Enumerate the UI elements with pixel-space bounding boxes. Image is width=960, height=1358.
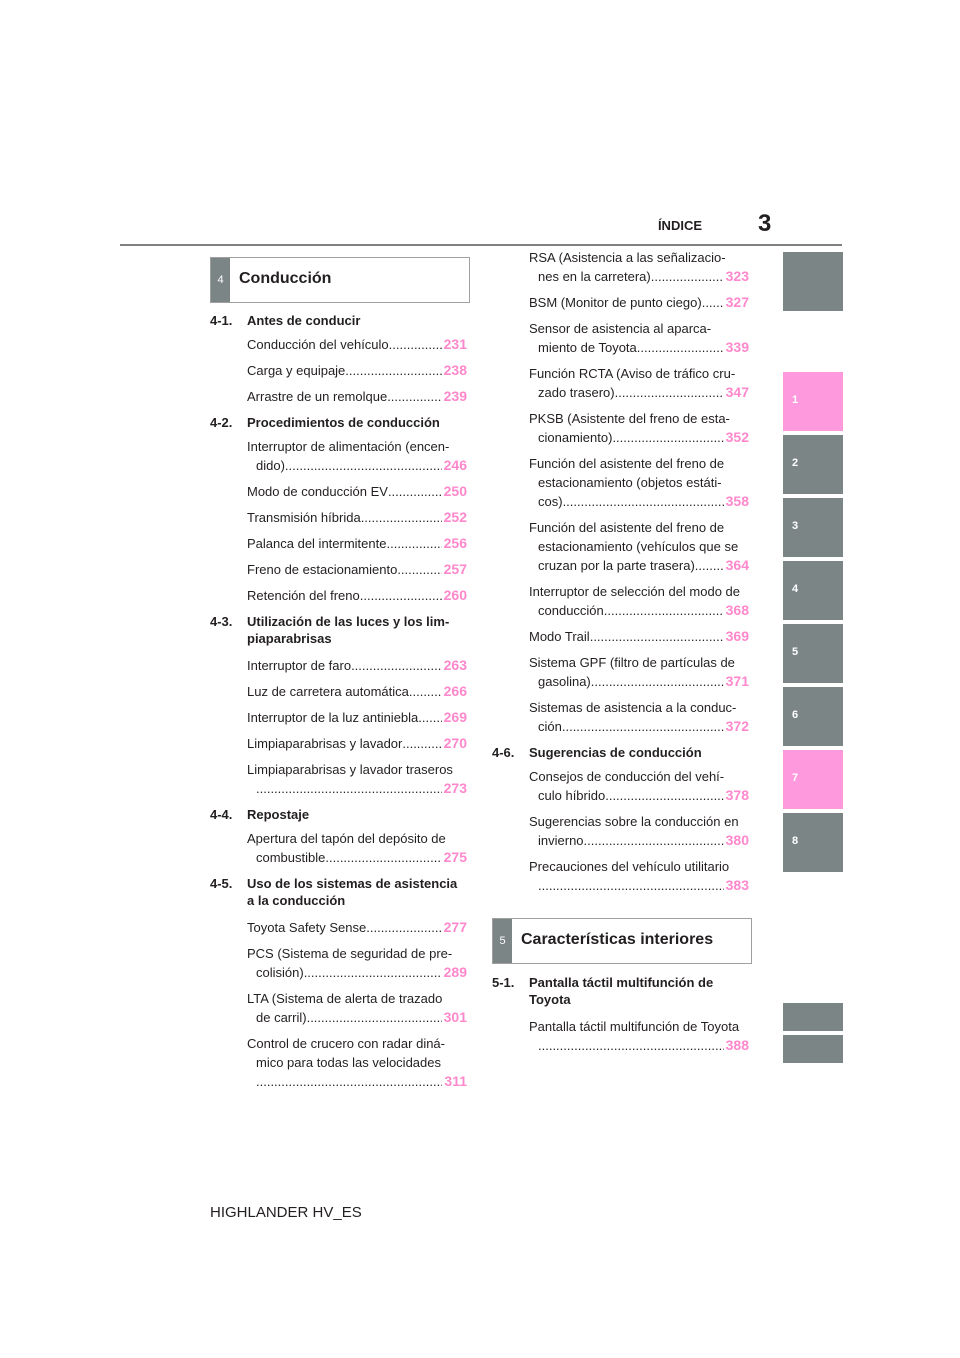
thumb-tab-label: 5 bbox=[792, 646, 799, 658]
page-link[interactable]: 388 bbox=[725, 1037, 749, 1053]
toc-entry[interactable]: Arrastre de un remolque ..... 239 bbox=[210, 387, 467, 406]
thumb-tab-extra-1[interactable] bbox=[783, 1003, 843, 1031]
thumb-tab-label: 7 bbox=[792, 772, 799, 784]
toc-entry[interactable]: PCS (Sistema de seguridad de pre- colisión) ..... 289 bbox=[210, 944, 467, 982]
page-link[interactable]: 263 bbox=[443, 657, 467, 673]
thumb-tab-4[interactable] bbox=[783, 561, 843, 620]
toc-entry[interactable]: Función del asistente del freno de estacionamiento (objetos estáti- cos) ..... 358 bbox=[492, 454, 749, 511]
page-number: 3 bbox=[758, 210, 772, 237]
toc-entry[interactable]: Interruptor de selección del modo de conducción ..... 368 bbox=[492, 582, 749, 620]
thumb-tab-7[interactable] bbox=[783, 750, 843, 809]
toc-entry[interactable]: Pantalla táctil multifunción de Toyota ..... 388 bbox=[492, 1017, 749, 1055]
toc-entry[interactable]: Sistemas de asistencia a la conduc- ción ..... 372 bbox=[492, 698, 749, 736]
page-link[interactable]: 270 bbox=[443, 735, 467, 751]
toc-entry[interactable]: Luz de carretera automática ..... 266 bbox=[210, 682, 467, 701]
page-link[interactable]: 275 bbox=[443, 849, 467, 865]
header-rule bbox=[120, 244, 842, 246]
toc-column-right-lower bbox=[492, 975, 749, 1055]
chapter-heading-5 bbox=[492, 918, 752, 964]
toc-entry[interactable]: LTA (Sistema de alerta de trazado de carril) ..... 301 bbox=[210, 989, 467, 1027]
thumb-tab-6[interactable] bbox=[783, 687, 843, 746]
toc-entry[interactable]: BSM (Monitor de punto ciego) ..... 327 bbox=[492, 293, 749, 312]
page-link[interactable]: 250 bbox=[443, 483, 467, 499]
thumb-tab-index[interactable] bbox=[783, 252, 843, 311]
toc-entry[interactable]: Sistema GPF (filtro de partículas de gasolina) ..... 371 bbox=[492, 653, 749, 691]
page-link[interactable]: 311 bbox=[444, 1073, 467, 1089]
toc-entry[interactable]: Interruptor de la luz antiniebla ..... 269 bbox=[210, 708, 467, 727]
page-link[interactable]: 277 bbox=[443, 919, 467, 935]
toc-entry[interactable]: Interruptor de faro ..... 263 bbox=[210, 656, 467, 675]
page-link[interactable]: 256 bbox=[443, 535, 467, 551]
toc-section-heading: 5-1. Pantalla táctil multifunción de Toyota bbox=[492, 975, 714, 1007]
chapter-number: 4 bbox=[211, 258, 230, 302]
thumb-tab-label: 6 bbox=[792, 709, 799, 721]
page-link[interactable]: 364 bbox=[725, 557, 749, 573]
thumb-tab-label: 8 bbox=[792, 835, 799, 847]
page-link[interactable]: 239 bbox=[443, 388, 467, 404]
toc-entry[interactable]: Limpiaparabrisas y lavador traseros ..... 273 bbox=[210, 760, 467, 798]
footer-model: HIGHLANDER HV_ES bbox=[210, 1204, 362, 1221]
toc-section-heading: 4-1. Antes de conducir bbox=[210, 313, 361, 328]
page-link[interactable]: 358 bbox=[725, 493, 749, 509]
page-link[interactable]: 383 bbox=[725, 877, 749, 893]
page-link[interactable]: 347 bbox=[725, 384, 749, 400]
toc-entry[interactable]: Transmisión híbrida ..... 252 bbox=[210, 508, 467, 527]
page-link[interactable]: 246 bbox=[443, 457, 467, 473]
toc-entry[interactable]: Control de crucero con radar diná- mico para todas las velocidades ..... 311 bbox=[210, 1034, 467, 1091]
page-link[interactable]: 269 bbox=[443, 709, 467, 725]
thumb-tab-label: 3 bbox=[792, 520, 799, 532]
page-link[interactable]: 327 bbox=[725, 294, 749, 310]
toc-entry[interactable]: Freno de estacionamiento ..... 257 bbox=[210, 560, 467, 579]
thumb-tab-5[interactable] bbox=[783, 624, 843, 683]
running-header-title: ÍNDICE bbox=[657, 218, 702, 233]
thumb-tab-label: 2 bbox=[792, 457, 799, 469]
toc-entry[interactable]: Sensor de asistencia al aparca- miento de Toyota ..... 339 bbox=[492, 319, 749, 357]
page-link[interactable]: 257 bbox=[443, 561, 467, 577]
toc-section-heading: 4-5. Uso de los sistemas de asistencia a la conducción bbox=[210, 876, 458, 908]
toc-entry[interactable]: Función RCTA (Aviso de tráfico cru- zado trasero) ..... 347 bbox=[492, 364, 749, 402]
page-link[interactable]: 339 bbox=[725, 339, 749, 355]
toc-entry[interactable]: Conducción del vehículo ..... 231 bbox=[210, 335, 467, 354]
toc-column-right bbox=[492, 248, 749, 895]
page-link[interactable]: 266 bbox=[443, 683, 467, 699]
toc-entry[interactable]: Limpiaparabrisas y lavador ..... 270 bbox=[210, 734, 467, 753]
toc-entry[interactable]: Consejos de conducción del vehí- culo híbrido ..... 378 bbox=[492, 767, 749, 805]
toc-entry[interactable]: Toyota Safety Sense ..... 277 bbox=[210, 918, 467, 937]
page-link[interactable]: 371 bbox=[725, 673, 749, 689]
page-link[interactable]: 380 bbox=[725, 832, 749, 848]
page-link[interactable]: 323 bbox=[725, 268, 749, 284]
thumb-tab-label: 1 bbox=[792, 394, 799, 406]
thumb-tab-8[interactable] bbox=[783, 813, 843, 872]
toc-entry[interactable]: Precauciones del vehículo utilitario ..... 383 bbox=[492, 857, 749, 895]
toc-entry[interactable]: Interruptor de alimentación (encen- dido) ..... 246 bbox=[210, 437, 467, 475]
toc-entry[interactable]: Palanca del intermitente ..... 256 bbox=[210, 534, 467, 553]
page-link[interactable]: 273 bbox=[443, 780, 467, 796]
page-link[interactable]: 368 bbox=[725, 602, 749, 618]
page-link[interactable]: 378 bbox=[725, 787, 749, 803]
toc-section-heading: 4-6. Sugerencias de conducción bbox=[492, 745, 702, 760]
chapter-title: Conducción bbox=[239, 270, 332, 287]
thumb-tab-2[interactable] bbox=[783, 435, 843, 494]
toc-section-heading: 4-4. Repostaje bbox=[210, 807, 310, 822]
chapter-number: 5 bbox=[493, 919, 512, 963]
chapter-title: Características interiores bbox=[521, 931, 714, 948]
toc-column-left bbox=[210, 313, 467, 1091]
toc-entry[interactable]: Sugerencias sobre la conducción en invierno ..... 380 bbox=[492, 812, 749, 850]
toc-section-heading: 4-2. Procedimientos de conducción bbox=[210, 415, 440, 430]
thumb-tab-extra-2[interactable] bbox=[783, 1035, 843, 1063]
toc-entry[interactable]: RSA (Asistencia a las señalizacio- nes en la carretera) ..... 323 bbox=[492, 248, 749, 286]
page-link[interactable]: 301 bbox=[443, 1009, 467, 1025]
thumb-tab-1[interactable] bbox=[783, 372, 843, 431]
toc-entry[interactable]: Modo de conducción EV ..... 250 bbox=[210, 482, 467, 501]
toc-entry[interactable]: Modo Trail ..... 369 bbox=[492, 627, 749, 646]
toc-entry[interactable]: Función del asistente del freno de estacionamiento (vehículos que se cruzan por la parte trasera) ..... 364 bbox=[492, 518, 749, 575]
toc-section-heading: 4-3. Utilización de las luces y los lim- piaparabrisas bbox=[210, 614, 450, 646]
toc-entry[interactable]: Retención del freno ..... 260 bbox=[210, 586, 467, 605]
chapter-heading-4 bbox=[210, 257, 470, 303]
page-link[interactable]: 231 bbox=[443, 336, 467, 352]
toc-entry[interactable]: PKSB (Asistente del freno de esta- cionamiento) ..... 352 bbox=[492, 409, 749, 447]
page-link[interactable]: 260 bbox=[443, 587, 467, 603]
page-link[interactable]: 369 bbox=[725, 628, 749, 644]
page-link[interactable]: 372 bbox=[725, 718, 749, 734]
toc-entry[interactable]: Carga y equipaje ..... 238 bbox=[210, 361, 467, 380]
page-link[interactable]: 238 bbox=[443, 362, 467, 378]
page-link[interactable]: 252 bbox=[443, 509, 467, 525]
page-link[interactable]: 352 bbox=[725, 429, 749, 445]
toc-entry[interactable]: Apertura del tapón del depósito de combustible ..... 275 bbox=[210, 829, 467, 867]
thumb-tab-3[interactable] bbox=[783, 498, 843, 557]
page-link[interactable]: 289 bbox=[443, 964, 467, 980]
thumb-tab-label: 4 bbox=[792, 583, 799, 595]
